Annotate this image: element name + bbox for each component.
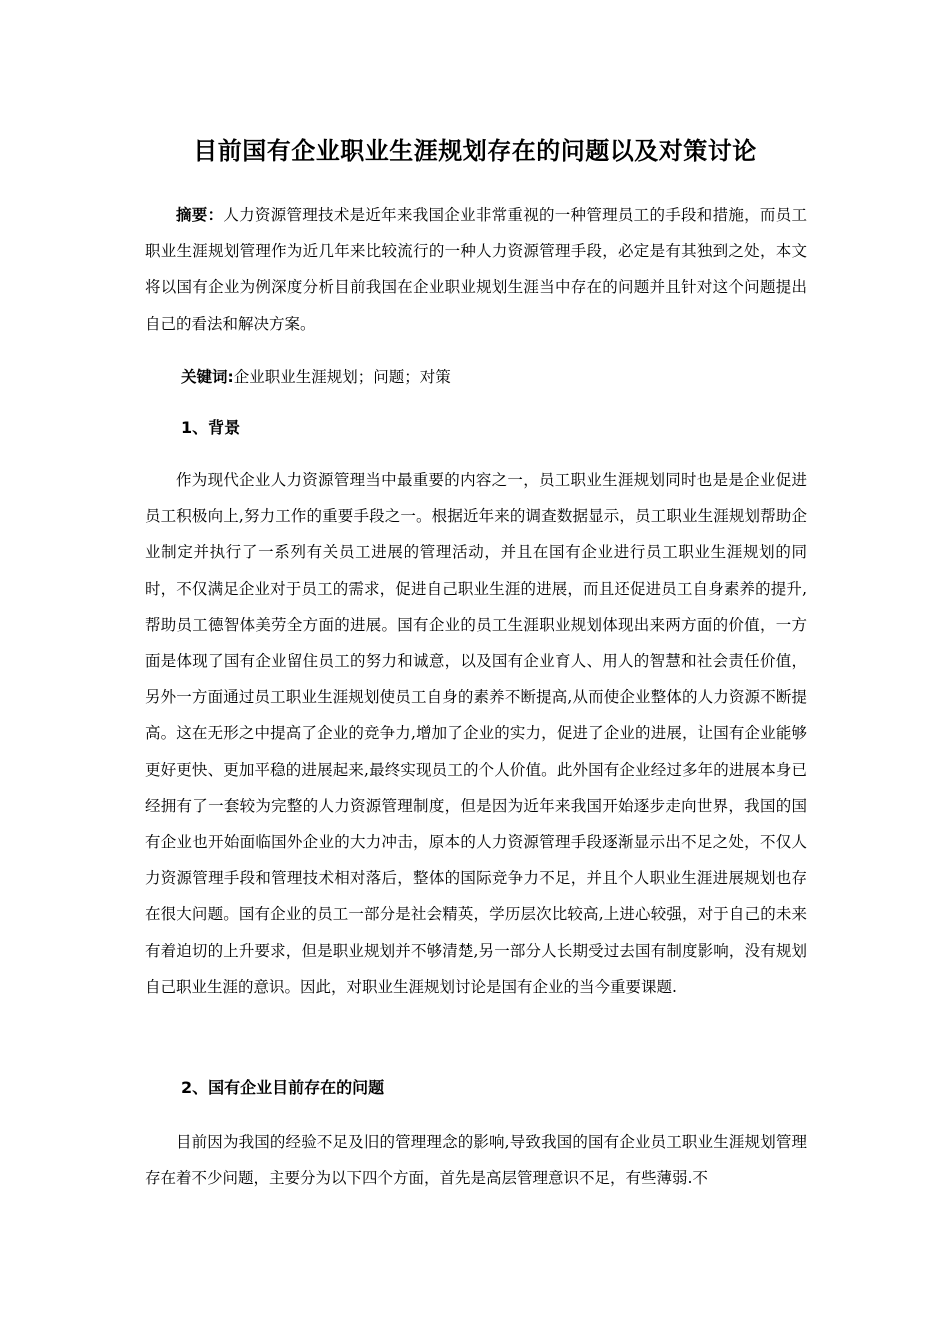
document-title: 目前国有企业职业生涯规划存在的问题以及对策讨论 <box>193 137 757 165</box>
keywords-line <box>181 361 451 393</box>
section-heading-problems: 2、国有企业目前存在的问题 <box>181 1078 385 1097</box>
keywords-text: 企业职业生涯规划；问题；对策 <box>233 368 451 386</box>
section-heading-background: 1、背景 <box>181 418 241 437</box>
abstract-label: 摘要： <box>176 206 224 224</box>
keywords-label: 关键词: <box>181 368 234 386</box>
section-paragraph-problems: 目前因为我国的经验不足及旧的管理理念的影响,导致我国的国有企业员工职业生涯规划管理存在着不少问题，主要分为以下四个方面，首先是高层管理意识不足，有些薄弱.不 <box>145 1133 807 1188</box>
abstract-paragraph <box>145 197 807 342</box>
section-paragraph-background: 作为现代企业人力资源管理当中最重要的内容之一，员工职业生涯规划同时也是是企业促进员工积极向上,努力工作的重要手段之一。根据近年来的调查数据显示，员工职业生涯规划帮助企业制定并执行了一系列有关员工进展的管理活动，并且在国有企业进行员工职业生涯规划的同时，不仅满足企业对于员工的需求，促进自己职业生涯的进展，而且还促进员工自身素养的提升,帮助员工德智体美劳全方面的进展。国有企业的员工生涯职业规划体现出来两方面的价值，一方面是体现了国有企业留住员工的努力和诚意，以及国有企业育人、用人的智慧和社会责任价值，另外一方面通过员工职业生涯规划使员工自身的素养不断提高,从而使企业整体的人力资源不断提高。这在无形之中提高了企业的竞争力,增加了企业的实力，促进了企业的进展，让国有企业能够更好更快、更加平稳的进展起来,最终实现员工的个人价值。此外国有企业经过多年的进展本身已经拥有了一套较为完整的人力资源管理制度，但是因为近年来我国开始逐步走向世界，我国的国有企业也开始面临国外企业的大力冲击，原本的人力资源管理手段逐渐显示出不足之处，不仅人力资源管理手段和管理技术相对落后，整体的国际竞争力不足，并且个人职业生涯进展规划也存在很大问题。国有企业的员工一部分是社会精英，学历层次比较高,上进心较强，对于自己的未来有着迫切的上升要求，但是职业规划并不够清楚,另一部分人长期受过去国有制度影响，没有规划自己职业生涯的意识。因此，对职业生涯规划讨论是国有企业的当今重要课题. <box>145 471 807 996</box>
abstract-text: 人力资源管理技术是近年来我国企业非常重视的一种管理员工的手段和措施，而员工职业生涯规划管理作为近几年来比较流行的一种人力资源管理手段，必定是有其独到之处，本文将以国有企业为例深度分析目前我国在企业职业规划生涯当中存在的问题并且针对这个问题提出自己的看法和解决方案。 <box>145 206 807 333</box>
